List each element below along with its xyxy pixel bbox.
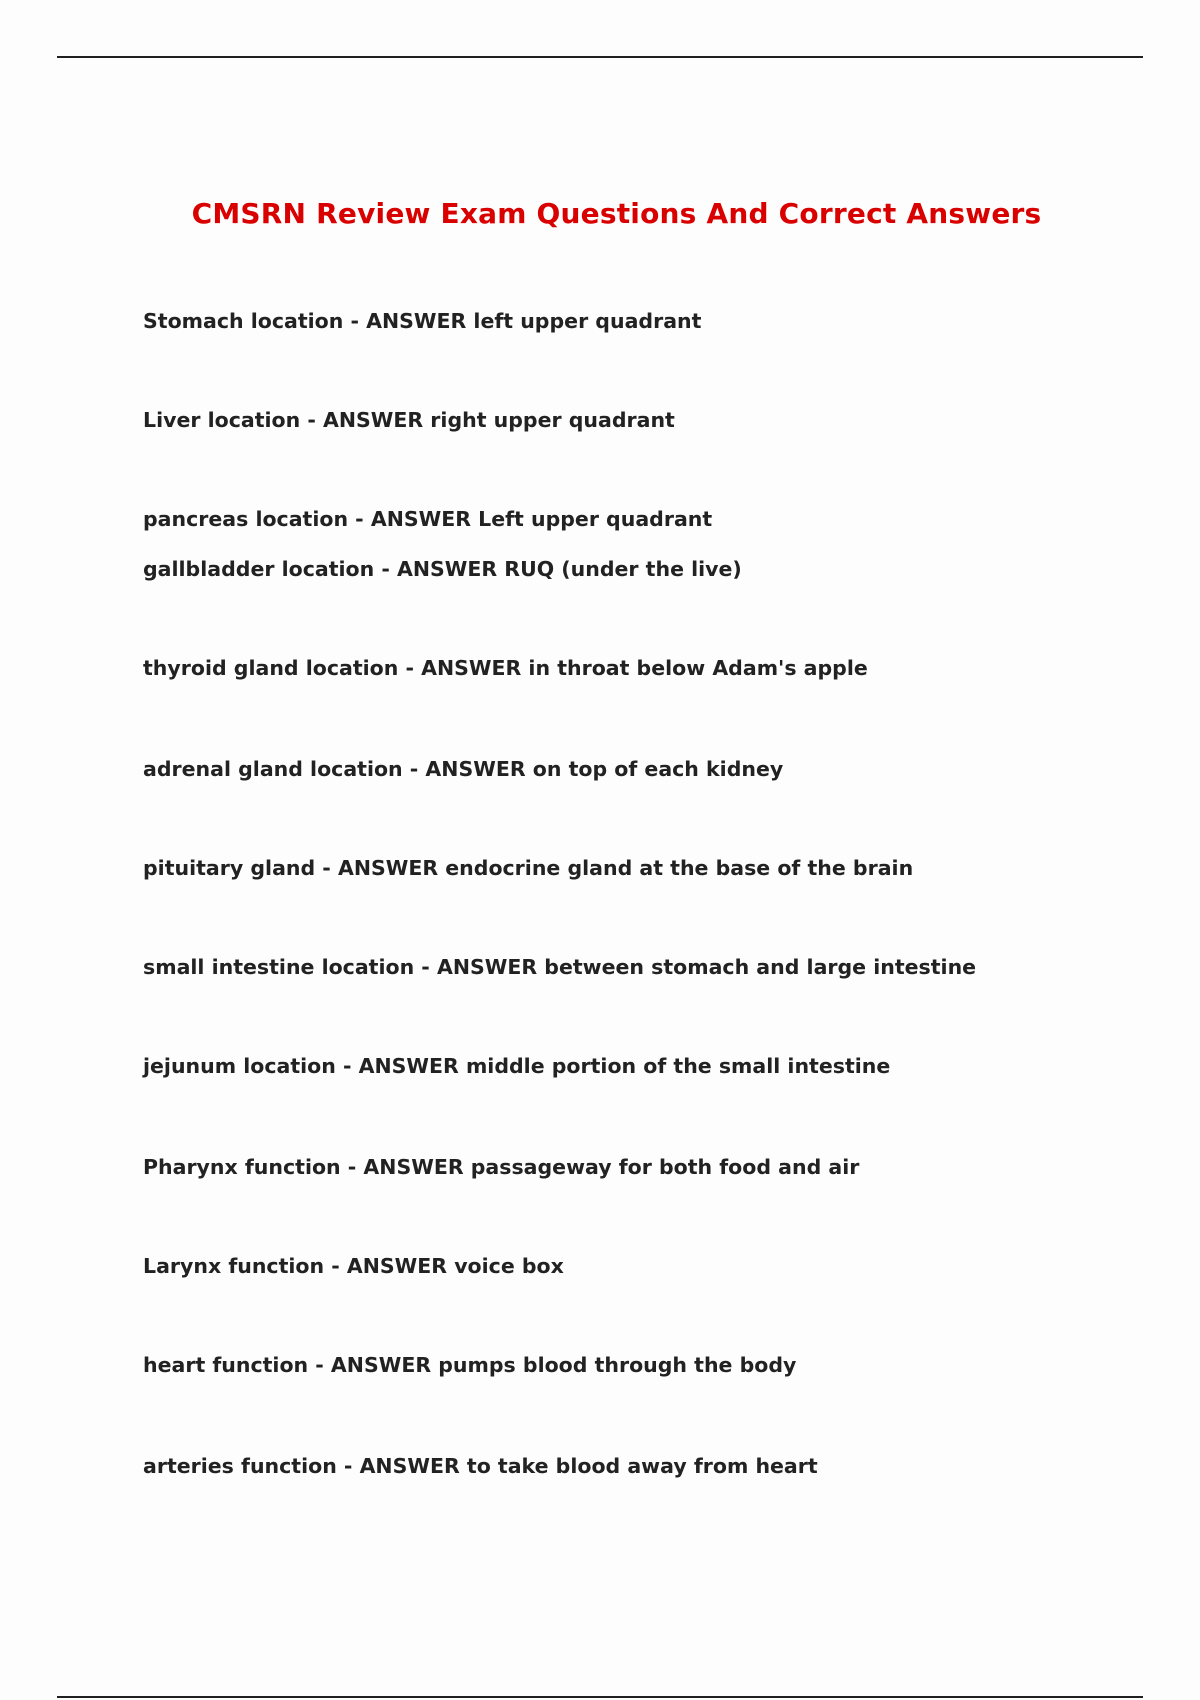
qa-entry-liver: Liver location - ANSWER right upper quadrant bbox=[143, 408, 675, 432]
qa-entry-thyroid: thyroid gland location - ANSWER in throat below Adam's apple bbox=[143, 656, 868, 680]
qa-entry-jejunum: jejunum location - ANSWER middle portion of the small intestine bbox=[143, 1054, 891, 1078]
qa-entry-pituitary: pituitary gland - ANSWER endocrine gland at the base of the brain bbox=[143, 856, 914, 880]
qa-entry-pancreas: pancreas location - ANSWER Left upper quadrant bbox=[143, 507, 713, 531]
qa-entry-larynx: Larynx function - ANSWER voice box bbox=[143, 1254, 564, 1278]
header-rule bbox=[57, 56, 1143, 58]
qa-entry-gallbladder: gallbladder location - ANSWER RUQ (under the live) bbox=[143, 557, 742, 581]
qa-entry-heart: heart function - ANSWER pumps blood through the body bbox=[143, 1353, 797, 1377]
footer-rule bbox=[57, 1696, 1143, 1698]
qa-entry-small-intestine: small intestine location - ANSWER between stomach and large intestine bbox=[143, 955, 977, 979]
qa-entry-stomach: Stomach location - ANSWER left upper quadrant bbox=[143, 309, 702, 333]
document-title: CMSRN Review Exam Questions And Correct Answers bbox=[191, 197, 1042, 230]
qa-entry-arteries: arteries function - ANSWER to take blood away from heart bbox=[143, 1454, 818, 1478]
qa-entry-adrenal: adrenal gland location - ANSWER on top of each kidney bbox=[143, 757, 784, 781]
qa-entry-pharynx: Pharynx function - ANSWER passageway for both food and air bbox=[143, 1155, 860, 1179]
